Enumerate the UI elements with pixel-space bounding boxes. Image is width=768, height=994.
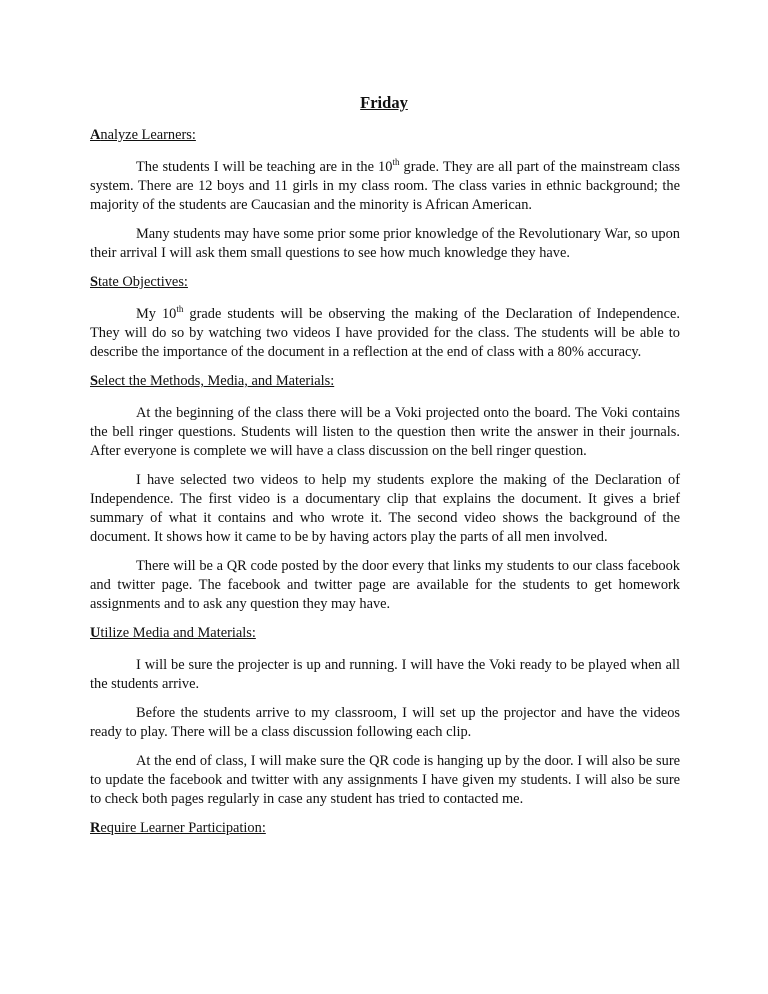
- paragraph-text: My 10: [136, 306, 177, 322]
- body-paragraph: [90, 404, 680, 461]
- section-heading-initial: A: [90, 127, 101, 143]
- section-heading: [90, 372, 680, 391]
- document-body: [90, 126, 680, 851]
- paragraph-text: At the beginning of the class there will be a Voki projected onto the board. The Voki contains the bell ringer questions. Students will listen to the question then write the answer in their journals. After everyone is complete we will have a class discussion on the bell ringer question.: [90, 405, 680, 459]
- section-heading-text: tate Objectives:: [98, 274, 188, 290]
- paragraph-text: The students I will be teaching are in the 10: [136, 159, 393, 175]
- ordinal-superscript: th: [176, 304, 184, 315]
- section-heading: [90, 624, 680, 643]
- body-paragraph: [90, 305, 680, 362]
- paragraph-text: grade students will be observing the making of the Declaration of Independence. They will do so by watching two videos I have provided for the class. The students will be able to describe the importance of the document in a reflection at the end of class with a 80% accuracy.: [90, 306, 680, 360]
- section-heading-initial: R: [90, 820, 101, 836]
- page-title: Friday: [360, 93, 408, 112]
- section-heading-text: nalyze Learners:: [100, 127, 196, 143]
- section-heading-text: equire Learner Participation:: [100, 820, 266, 836]
- paragraph-text: At the end of class, I will make sure the QR code is hanging up by the door. I will also be sure to update the facebook and twitter with any assignments I have given my students. I will also be sure to check both pages regularly in case any student has tried to contacted me.: [90, 753, 680, 807]
- section-heading: [90, 273, 680, 292]
- section-heading-initial: S: [90, 274, 99, 290]
- section-heading-initial: S: [90, 373, 99, 389]
- section-heading: [90, 126, 680, 145]
- body-paragraph: [90, 471, 680, 547]
- paragraph-text: grade. They are all part of the mainstream class system. There are 12 boys and 11 girls in my class room. The class varies in ethnic background; the majority of the students are Caucasian and the minority is African American.: [90, 159, 680, 213]
- paragraph-text: Before the students arrive to my classroom, I will set up the projector and have the videos ready to play. There will be a class discussion following each clip.: [90, 705, 680, 740]
- paragraph-text: Many students may have some prior some prior knowledge of the Revolutionary War, so upon their arrival I will ask them small questions to see how much knowledge they have.: [90, 226, 680, 261]
- paragraph-text: I have selected two videos to help my students explore the making of the Declaration of Independence. The first video is a documentary clip that explains the document. It gives a brief summary of what it contains and who wrote it. The second video shows the background of the document. It shows how it came to be by having actors play the parts of all men involved.: [90, 472, 680, 545]
- body-paragraph: [90, 704, 680, 742]
- section-heading-text: elect the Methods, Media, and Materials:: [98, 373, 335, 389]
- paragraph-text: There will be a QR code posted by the door every that links my students to our class facebook and twitter page. The facebook and twitter page are available for the students to get homework assignments and to ask any question they may have.: [90, 558, 680, 612]
- body-paragraph: [90, 158, 680, 215]
- body-paragraph: [90, 752, 680, 809]
- body-paragraph: [90, 557, 680, 614]
- paragraph-text: I will be sure the projecter is up and running. I will have the Voki ready to be played when all the students arrive.: [90, 657, 680, 692]
- section-heading-initial: U: [90, 625, 101, 641]
- ordinal-superscript: th: [392, 157, 400, 168]
- body-paragraph: [90, 225, 680, 263]
- body-paragraph: [90, 656, 680, 694]
- section-heading: [90, 819, 680, 838]
- section-heading-text: tilize Media and Materials:: [100, 625, 256, 641]
